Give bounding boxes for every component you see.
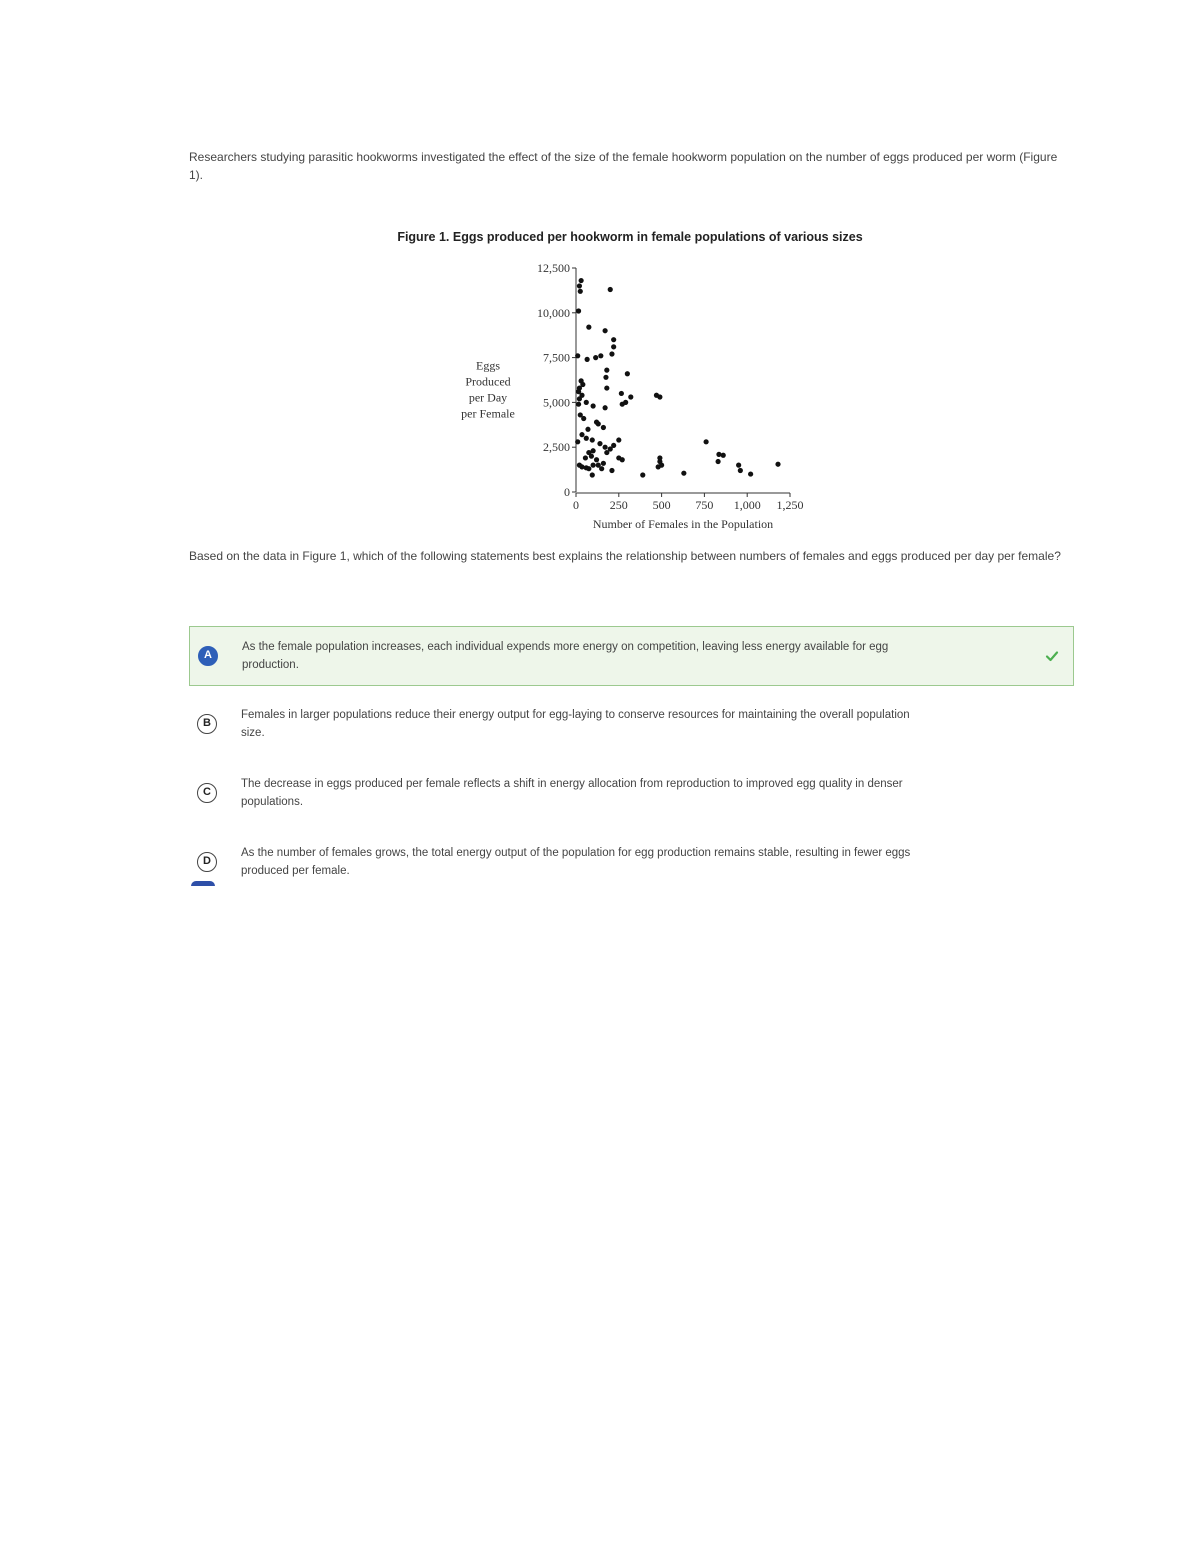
data-point <box>591 403 596 408</box>
data-point <box>589 454 594 459</box>
option-a-text: As the female population increases, each individual expends more energy on competition, leaving less energy available for egg production. <box>242 641 889 671</box>
data-point <box>721 453 726 458</box>
check-icon <box>1045 649 1059 663</box>
option-b-text: Females in larger populations reduce their energy output for egg-laying to conserve resources for maintaining the overall population size. <box>241 709 910 739</box>
data-point <box>584 436 589 441</box>
data-point <box>579 464 584 469</box>
y-axis-label <box>461 358 515 420</box>
data-point <box>583 455 588 460</box>
y-tick-label: 0 <box>564 485 570 499</box>
data-point <box>715 459 720 464</box>
question-text: Based on the data in Figure 1, which of the following statements best explains the relationship between numbers of females and eggs produced per day per female? <box>189 549 1061 563</box>
y-tick-label: 10,000 <box>537 305 570 320</box>
data-points <box>575 278 781 478</box>
option-a-letter: A <box>198 646 218 666</box>
data-point <box>616 437 621 442</box>
data-point <box>736 463 741 468</box>
data-point <box>581 416 586 421</box>
data-point <box>601 425 606 430</box>
option-c-text: The decrease in eggs produced per female reflects a shift in energy allocation from reproduction to improved egg quality in denser populations. <box>241 778 903 808</box>
y-tick-label: 2,500 <box>543 440 570 455</box>
data-point <box>577 283 582 288</box>
data-point <box>586 466 591 471</box>
data-point <box>576 308 581 313</box>
data-point <box>625 371 630 376</box>
data-point <box>593 355 598 360</box>
data-point <box>603 375 608 380</box>
data-point <box>577 396 582 401</box>
data-point <box>604 368 609 373</box>
data-point <box>704 439 709 444</box>
data-point <box>681 471 686 476</box>
data-point <box>659 463 664 468</box>
data-point <box>608 287 613 292</box>
data-point <box>585 357 590 362</box>
data-point <box>594 457 599 462</box>
data-point <box>579 278 584 283</box>
data-point <box>591 463 596 468</box>
data-point <box>657 394 662 399</box>
data-point <box>609 468 614 473</box>
y-tick-label: 12,500 <box>537 261 570 275</box>
figure-title: Figure 1. Eggs produced per hookworm in female populations of various sizes <box>397 230 863 244</box>
data-point <box>738 468 743 473</box>
y-label-line: Produced <box>465 374 511 389</box>
x-tick-label: 1,000 <box>733 498 761 512</box>
data-point <box>597 441 602 446</box>
data-point <box>586 325 591 330</box>
data-point <box>575 439 580 444</box>
data-point <box>578 289 583 294</box>
data-point <box>748 471 753 476</box>
option-c[interactable] <box>189 764 1074 824</box>
y-ticks <box>537 261 576 499</box>
x-tick-label: 250 <box>609 498 628 512</box>
data-point <box>585 427 590 432</box>
selection-indicator <box>191 881 215 886</box>
option-d[interactable] <box>189 833 1074 893</box>
data-point <box>611 443 616 448</box>
data-point <box>603 445 608 450</box>
x-tick-label: 0 <box>573 498 579 512</box>
option-b-letter: B <box>197 714 217 734</box>
data-point <box>603 405 608 410</box>
data-point <box>628 394 633 399</box>
data-point <box>604 450 609 455</box>
scatter-chart <box>440 255 830 540</box>
data-point <box>591 448 596 453</box>
data-point <box>575 353 580 358</box>
x-tick-label: 1,250 <box>776 498 804 512</box>
data-point <box>640 472 645 477</box>
intro-text: Researchers studying parasitic hookworms investigated the effect of the size of the female hookworm population on the number of eggs produced per worm (Figure 1). <box>189 150 1058 182</box>
data-point <box>604 385 609 390</box>
y-label-line: per Female <box>461 406 515 421</box>
option-c-letter: C <box>197 783 217 803</box>
option-d-text: As the number of females grows, the total energy output of the population for egg production remains stable, resulting in fewer eggs produced per female. <box>241 847 911 877</box>
data-point <box>716 452 721 457</box>
x-axis-label: Number of Females in the Population <box>592 517 774 531</box>
option-d-letter: D <box>197 852 217 872</box>
y-tick-label: 7,500 <box>543 350 570 365</box>
data-point <box>623 400 628 405</box>
data-point <box>775 462 780 467</box>
data-point <box>590 437 595 442</box>
data-point <box>603 328 608 333</box>
data-point <box>576 402 581 407</box>
data-point <box>584 400 589 405</box>
data-point <box>611 344 616 349</box>
x-ticks <box>573 493 804 512</box>
option-a[interactable] <box>189 626 1074 686</box>
x-tick-label: 500 <box>652 498 671 512</box>
data-point <box>599 466 604 471</box>
data-point <box>590 472 595 477</box>
x-tick-label: 750 <box>695 498 714 512</box>
data-point <box>594 420 599 425</box>
y-tick-label: 5,000 <box>543 395 570 410</box>
data-point <box>620 457 625 462</box>
option-b[interactable] <box>189 695 1074 755</box>
data-point <box>619 391 624 396</box>
y-label-line: Eggs <box>476 358 500 373</box>
data-point <box>611 337 616 342</box>
data-point <box>579 432 584 437</box>
data-point <box>609 351 614 356</box>
data-point <box>598 353 603 358</box>
data-point <box>601 461 606 466</box>
y-label-line: per Day <box>468 390 508 405</box>
